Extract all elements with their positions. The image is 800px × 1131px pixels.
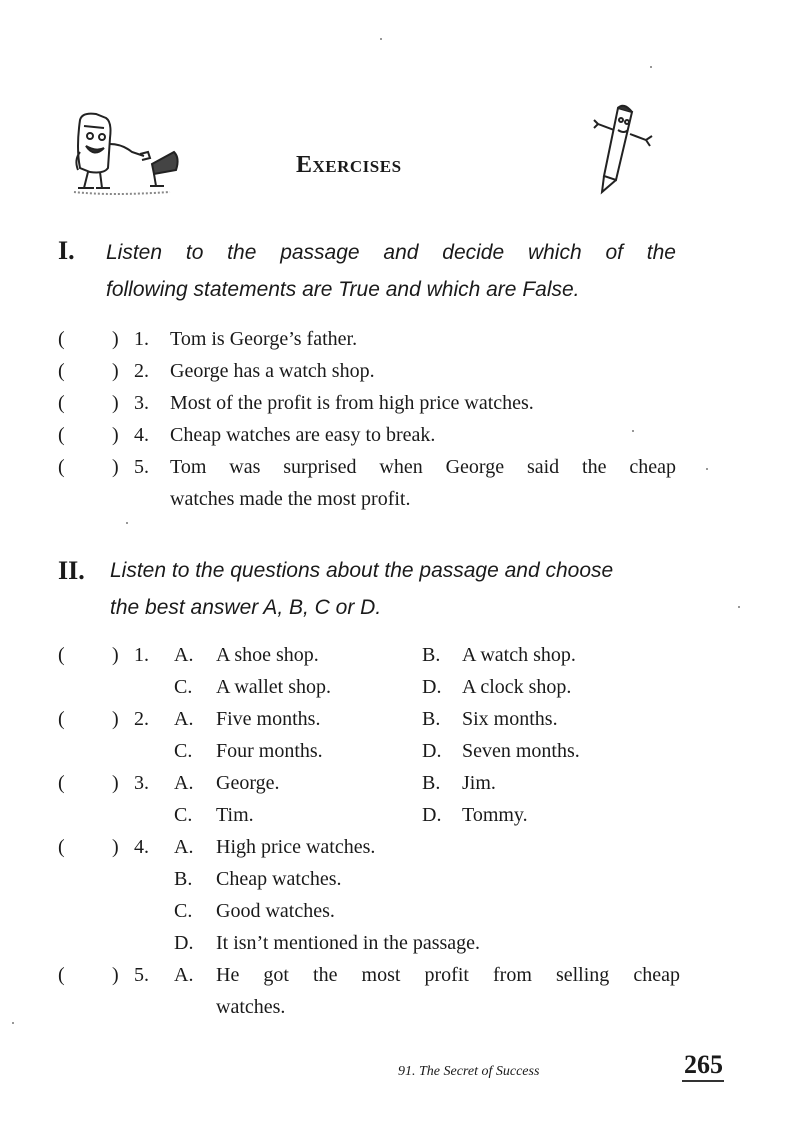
answer-close-paren: ) bbox=[112, 456, 119, 478]
section-2-instruction-line2: the best answer A, B, C or D. bbox=[110, 596, 382, 619]
answer-close-paren: ) bbox=[112, 964, 119, 986]
scan-speck bbox=[12, 1022, 14, 1024]
scan-speck bbox=[706, 468, 708, 470]
question-item bbox=[0, 703, 800, 735]
option-letter: B. bbox=[174, 868, 193, 890]
answer-open-paren[interactable]: ( bbox=[58, 392, 65, 414]
question-item bbox=[0, 767, 800, 799]
answer-open-paren[interactable]: ( bbox=[58, 836, 65, 858]
option-letter: A. bbox=[174, 964, 194, 986]
answer-close-paren: ) bbox=[112, 644, 119, 666]
scan-speck bbox=[632, 430, 634, 432]
item-text: Tom was surprised when George said the cheap bbox=[170, 456, 676, 478]
option-letter: C. bbox=[174, 740, 193, 762]
question-item-row2 bbox=[0, 799, 800, 831]
item-text: Tom is George’s father. bbox=[170, 328, 358, 350]
section-2-list bbox=[0, 639, 800, 1023]
option-text: Seven months. bbox=[462, 740, 580, 762]
item-text: George has a watch shop. bbox=[170, 360, 375, 382]
cartoon-teacher-with-megaphone-icon bbox=[70, 108, 190, 200]
list-item bbox=[0, 419, 800, 451]
item-number: 5. bbox=[134, 456, 149, 478]
option-text: A wallet shop. bbox=[216, 676, 331, 698]
answer-open-paren[interactable]: ( bbox=[58, 708, 65, 730]
scan-speck bbox=[380, 38, 382, 40]
option-letter: A. bbox=[174, 772, 194, 794]
item-number: 2. bbox=[134, 708, 149, 730]
option-letter: C. bbox=[174, 900, 193, 922]
question-option-row bbox=[0, 895, 800, 927]
answer-open-paren[interactable]: ( bbox=[58, 644, 65, 666]
answer-close-paren: ) bbox=[112, 360, 119, 382]
question-option-row bbox=[0, 927, 800, 959]
item-number: 1. bbox=[134, 328, 149, 350]
item-number: 4. bbox=[134, 424, 149, 446]
item-number: 5. bbox=[134, 964, 149, 986]
page-number-underline bbox=[682, 1080, 724, 1082]
section-1-list bbox=[0, 323, 800, 515]
option-text: A clock shop. bbox=[462, 676, 572, 698]
answer-close-paren: ) bbox=[112, 424, 119, 446]
section-1-number: I. bbox=[58, 236, 75, 265]
list-item bbox=[0, 323, 800, 355]
scan-speck bbox=[126, 522, 128, 524]
option-text: Jim. bbox=[462, 772, 496, 794]
option-text: Cheap watches. bbox=[216, 868, 342, 890]
option-text: Six months. bbox=[462, 708, 558, 730]
item-number: 2. bbox=[134, 360, 149, 382]
answer-open-paren[interactable]: ( bbox=[58, 424, 65, 446]
answer-close-paren: ) bbox=[112, 836, 119, 858]
answer-close-paren: ) bbox=[112, 392, 119, 414]
option-letter: D. bbox=[422, 804, 442, 826]
option-text: Tommy. bbox=[462, 804, 528, 826]
answer-close-paren: ) bbox=[112, 772, 119, 794]
answer-open-paren[interactable]: ( bbox=[58, 360, 65, 382]
option-text-continued: watches. bbox=[216, 996, 286, 1018]
page-title bbox=[296, 152, 402, 179]
option-letter: B. bbox=[422, 772, 441, 794]
title-rest: XERCISES bbox=[312, 157, 402, 176]
scan-speck bbox=[738, 606, 740, 608]
question-option-row bbox=[0, 863, 800, 895]
item-number: 4. bbox=[134, 836, 149, 858]
item-text: Most of the profit is from high price watches. bbox=[170, 392, 534, 414]
option-letter: B. bbox=[422, 708, 441, 730]
section-1-instruction bbox=[106, 234, 676, 308]
item-text: Cheap watches are easy to break. bbox=[170, 424, 436, 446]
option-letter: D. bbox=[422, 740, 442, 762]
option-text: He got the most profit from selling cheap bbox=[216, 964, 680, 986]
page-number: 265 bbox=[684, 1050, 723, 1079]
answer-close-paren: ) bbox=[112, 328, 119, 350]
option-letter: C. bbox=[174, 676, 193, 698]
option-text: A shoe shop. bbox=[216, 644, 319, 666]
option-text: A watch shop. bbox=[462, 644, 576, 666]
section-1-instruction-line2: following statements are True and which are False. bbox=[106, 278, 580, 301]
question-item bbox=[0, 639, 800, 671]
answer-close-paren: ) bbox=[112, 708, 119, 730]
question-item bbox=[0, 959, 800, 1023]
section-2-instruction bbox=[110, 552, 676, 626]
option-letter: A. bbox=[174, 836, 194, 858]
item-text-continued: watches made the most profit. bbox=[170, 488, 411, 510]
option-text: High price watches. bbox=[216, 836, 376, 858]
section-1-instruction-line1: Listen to the passage and decide which of the bbox=[106, 241, 676, 264]
cartoon-pencil-icon bbox=[588, 100, 660, 195]
scan-speck bbox=[650, 66, 652, 68]
item-number: 3. bbox=[134, 392, 149, 414]
option-letter: A. bbox=[174, 644, 194, 666]
footer-lesson-title: 91. The Secret of Success bbox=[398, 1064, 540, 1079]
option-text: Five months. bbox=[216, 708, 321, 730]
answer-open-paren[interactable]: ( bbox=[58, 456, 65, 478]
option-text: Good watches. bbox=[216, 900, 335, 922]
list-item bbox=[0, 451, 800, 515]
question-item-row2 bbox=[0, 735, 800, 767]
list-item bbox=[0, 387, 800, 419]
option-text: Tim. bbox=[216, 804, 254, 826]
answer-open-paren[interactable]: ( bbox=[58, 328, 65, 350]
option-letter: B. bbox=[422, 644, 441, 666]
option-text: Four months. bbox=[216, 740, 323, 762]
item-number: 1. bbox=[134, 644, 149, 666]
title-initial: E bbox=[296, 152, 313, 178]
answer-open-paren[interactable]: ( bbox=[58, 772, 65, 794]
option-letter: C. bbox=[174, 804, 193, 826]
option-letter: A. bbox=[174, 708, 194, 730]
section-2-number: II. bbox=[58, 556, 85, 585]
answer-open-paren[interactable]: ( bbox=[58, 964, 65, 986]
question-item-row2 bbox=[0, 671, 800, 703]
question-item bbox=[0, 831, 800, 863]
option-text: It isn’t mentioned in the passage. bbox=[216, 932, 481, 954]
option-letter: D. bbox=[174, 932, 194, 954]
option-text: George. bbox=[216, 772, 280, 794]
option-letter: D. bbox=[422, 676, 442, 698]
section-2-instruction-line1: Listen to the questions about the passage and choose bbox=[110, 559, 614, 582]
item-number: 3. bbox=[134, 772, 149, 794]
list-item bbox=[0, 355, 800, 387]
